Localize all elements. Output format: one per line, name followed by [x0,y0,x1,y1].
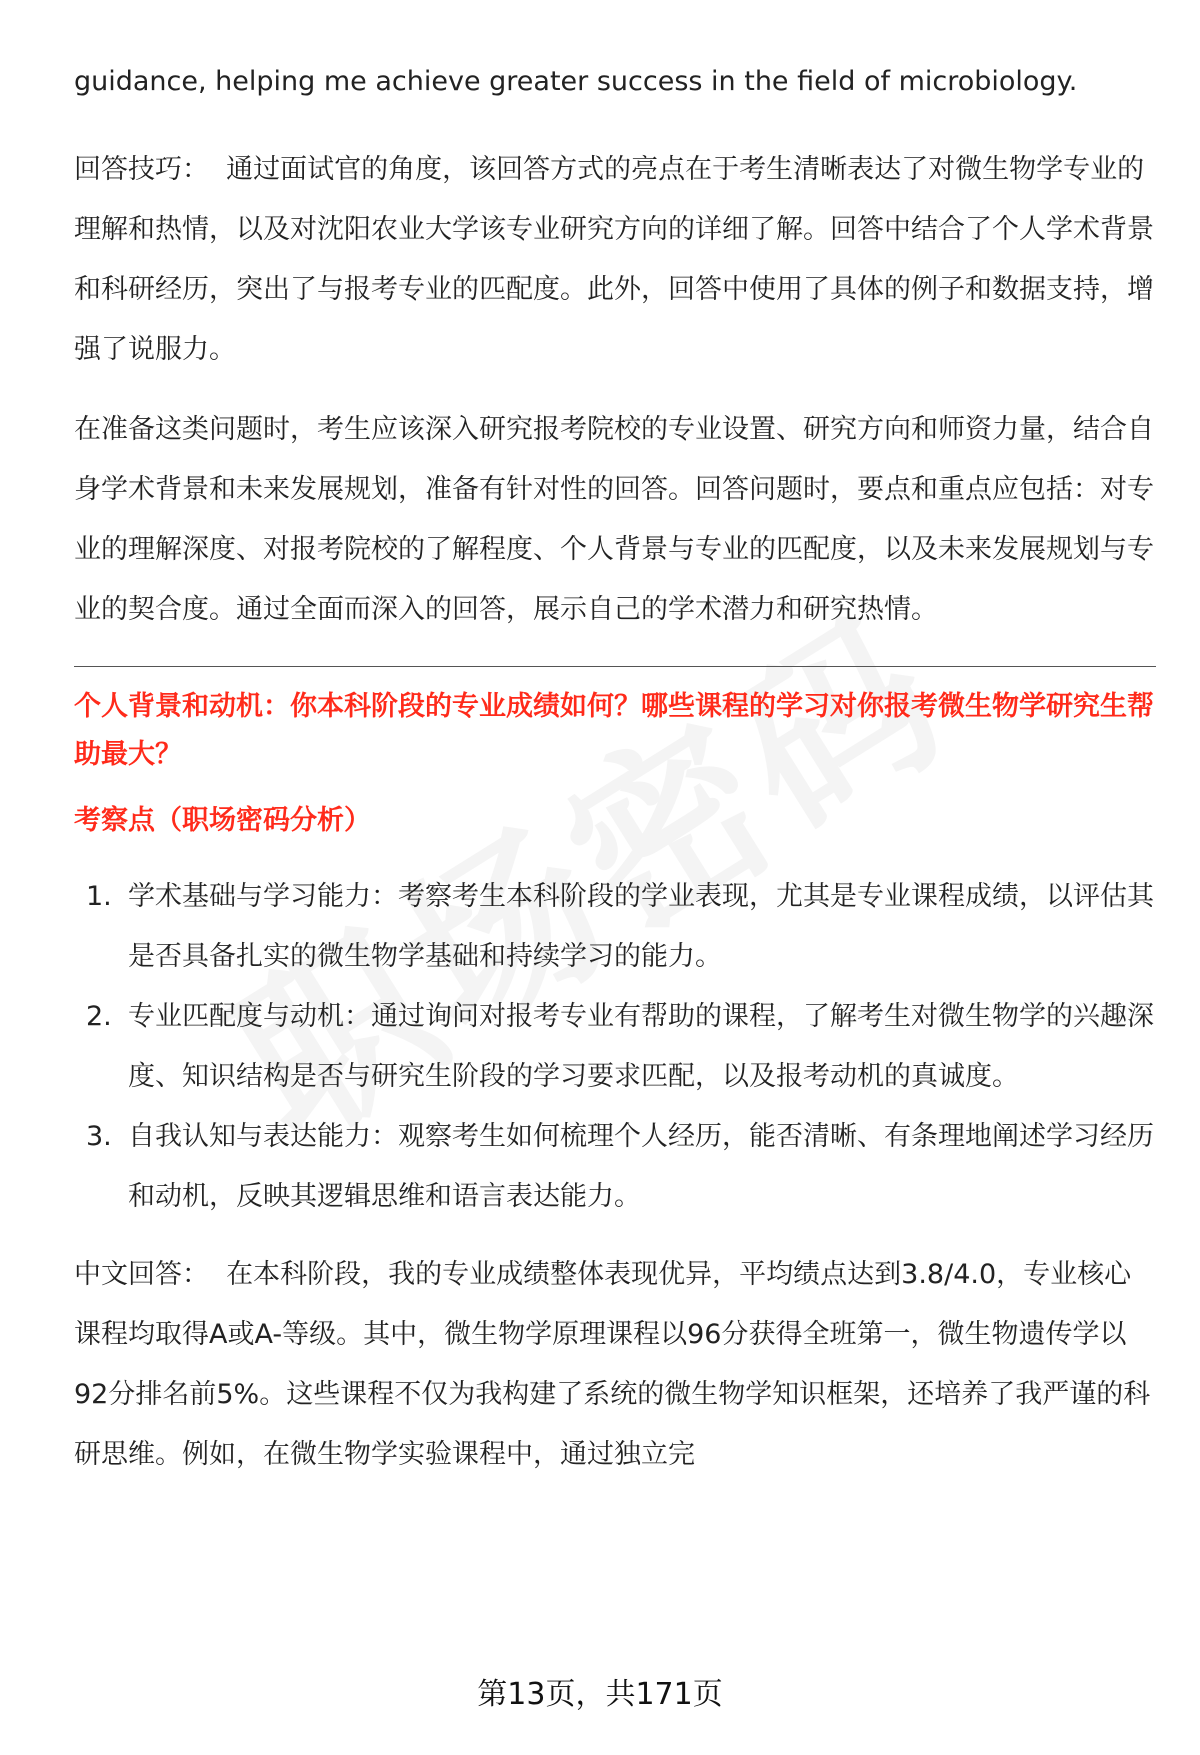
answer-tip-label: 回答技巧： [74,154,209,185]
answer-tip-text: 通过面试官的角度，该回答方式的亮点在于考生清晰表达了对微生物学专业的理解和热情，以及对沈阳农业大学该专业研究方向的详细了解。回答中结合了个人学术背景和科研经历，突出了与报考专业的匹配度。此外，回答中使用了具体的例子和数据支持，增强了说服力。 [74,154,1154,365]
list-item-number: 3. [86,1121,112,1152]
preparation-paragraph: 在准备这类问题时，考生应该深入研究报考院校的专业设置、研究方向和师资力量，结合自身学术背景和未来发展规划，准备有针对性的回答。回答问题时，要点和重点应包括：对专业的理解深度、对报考院校的了解程度、个人背景与专业的匹配度，以及未来发展规划与专业的契合度。通过全面而深入的回答，展示自己的学术潜力和研究热情。 [74,414,1154,625]
analysis-heading: 考察点（职场密码分析） [74,805,371,836]
chinese-answer-text: 在本科阶段，我的专业成绩整体表现优异，平均绩点达到3.8/4.0，专业核心课程均取得A或A-等级。其中，微生物学原理课程以96分获得全班第一，微生物遗传学以92分排名前5%。这些课程不仅为我构建了系统的微生物学知识框架，还培养了我严谨的科研思维。例如，在微生物学实验课程中，通过独立完 [74,1259,1151,1470]
section-divider [74,666,1156,667]
list-item-number: 2. [86,1001,112,1032]
page-number-footer: 第13页，共171页 [477,1677,723,1712]
continuation-text: guidance, helping me achieve greater success in the field of microbiology. [74,66,1078,97]
document-page [74,52,1156,1485]
list-item [74,987,1156,1107]
chinese-answer-label: 中文回答： [74,1259,209,1290]
list-item-text: 自我认知与表达能力：观察考生如何梳理个人经历，能否清晰、有条理地阐述学习经历和动机，反映其逻辑思维和语言表达能力。 [128,1121,1154,1212]
question-heading: 个人背景和动机：你本科阶段的专业成绩如何？哪些课程的学习对你报考微生物学研究生帮助最大？ [74,691,1154,770]
list-item-number: 1. [86,881,112,912]
list-item-text: 学术基础与学习能力：考察考生本科阶段的学业表现，尤其是专业课程成绩，以评估其是否具备扎实的微生物学基础和持续学习的能力。 [128,881,1154,972]
list-item-text: 专业匹配度与动机：通过询问对报考专业有帮助的课程，了解考生对微生物学的兴趣深度、知识结构是否与研究生阶段的学习要求匹配，以及报考动机的真诚度。 [128,1001,1154,1092]
list-item [74,867,1156,987]
list-item [74,1107,1156,1227]
chinese-answer-paragraph [74,1245,1156,1485]
analysis-list [74,867,1156,1227]
answer-tip-paragraph [74,140,1156,380]
